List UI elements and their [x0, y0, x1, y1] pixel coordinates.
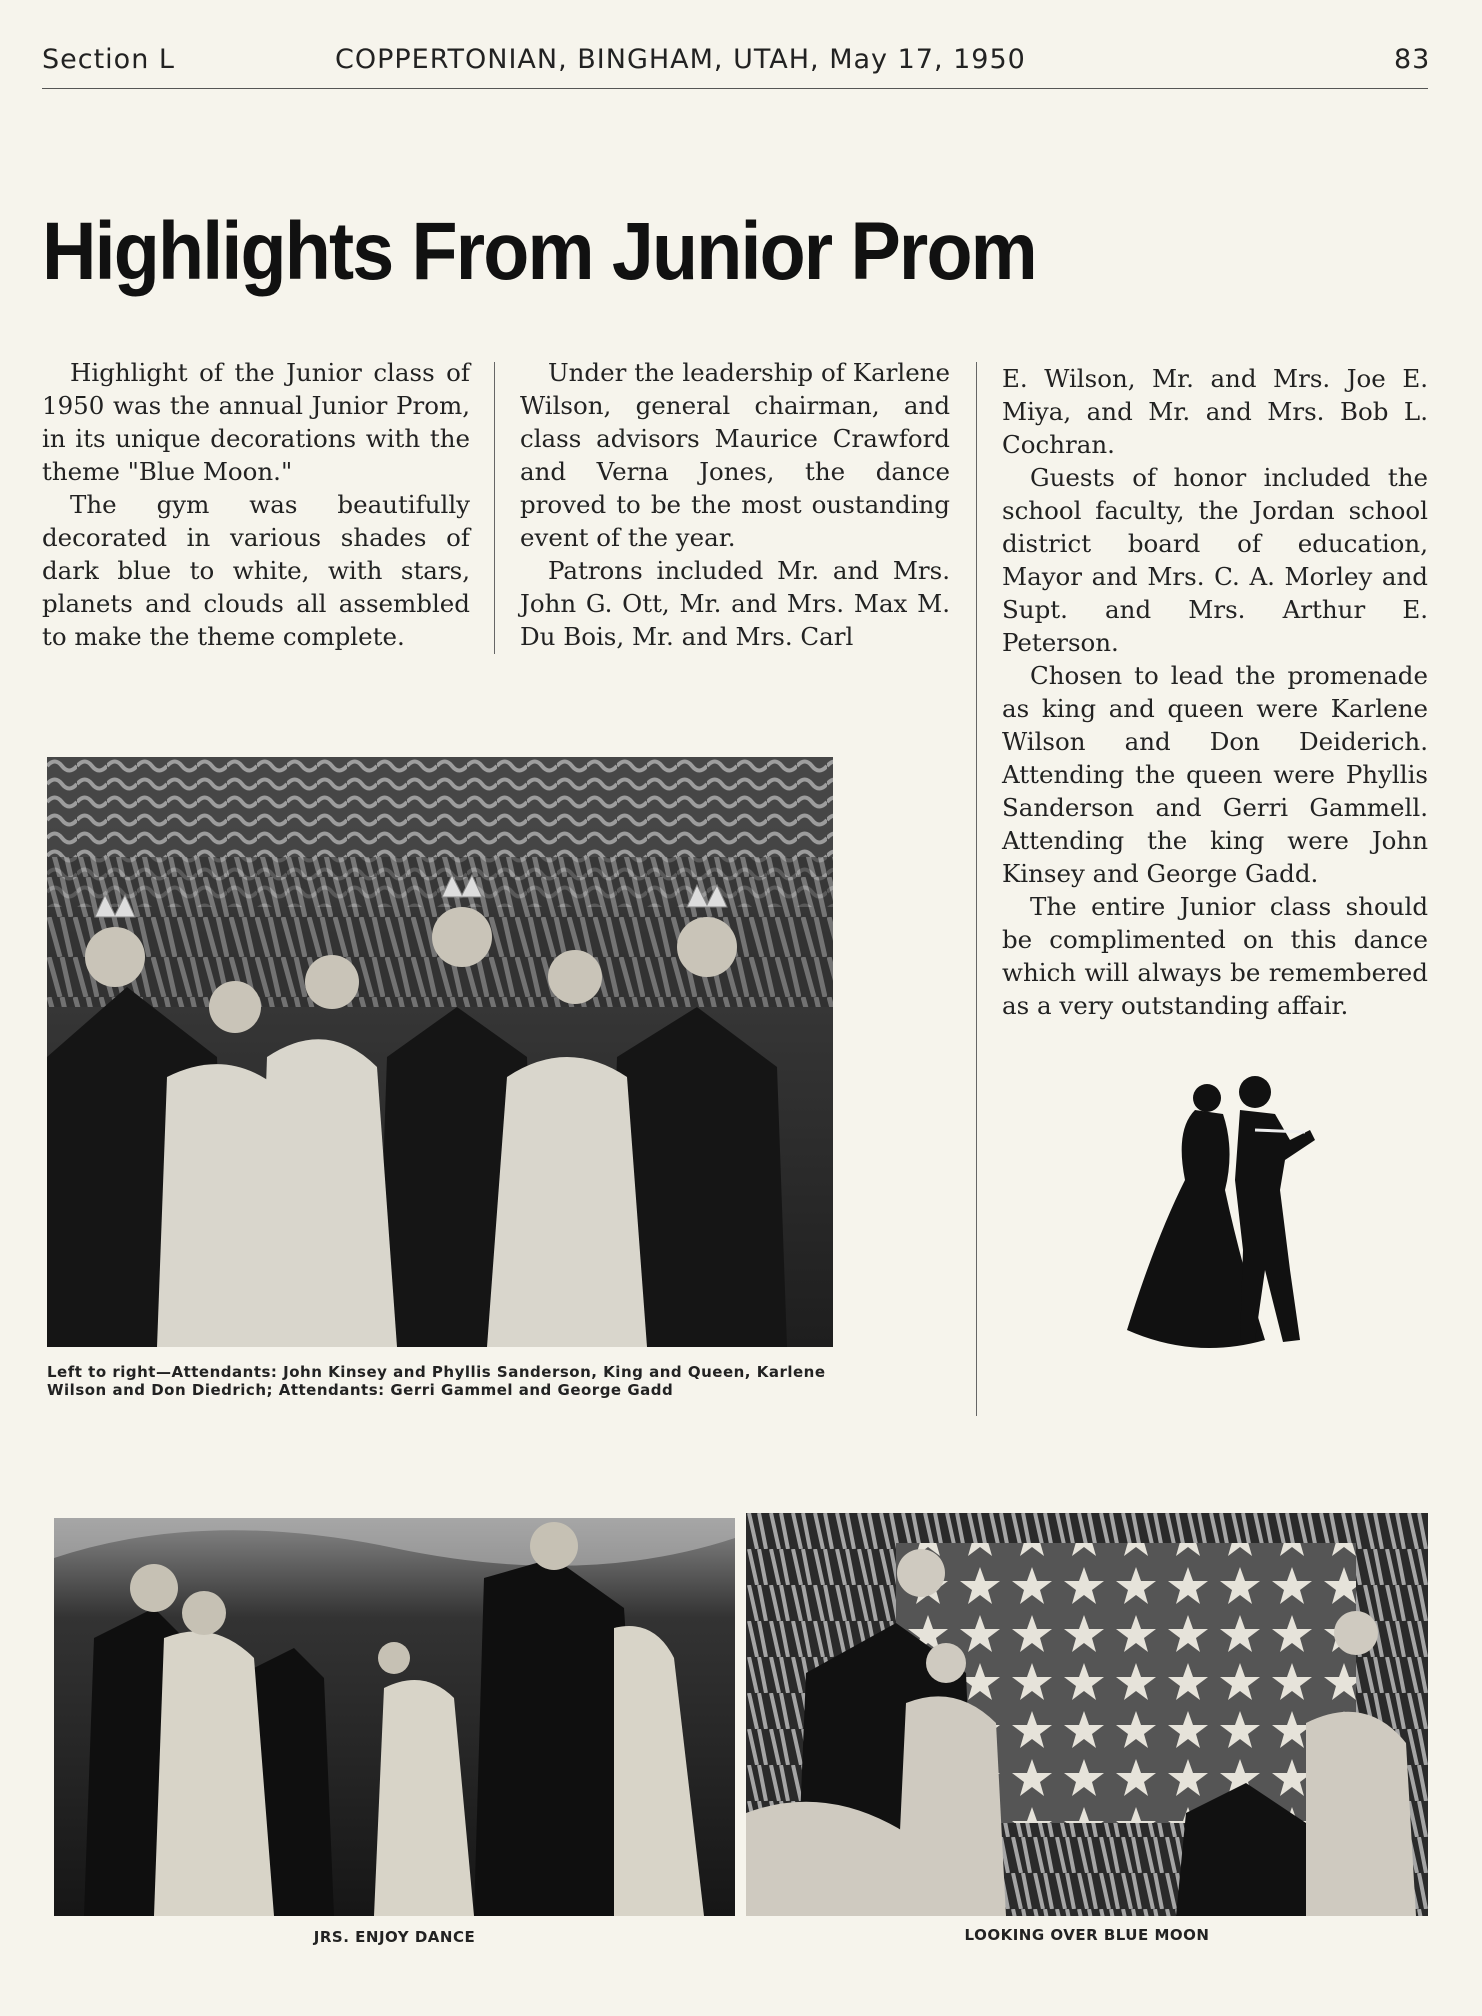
- paragraph: Guests of honor included the school faculty, the Jordan school district board of education, Mayor and Mrs. C. A. Morley and Supt. and Mrs. Arthur E. Peterson.: [1002, 463, 1428, 657]
- header-rule: [42, 88, 1428, 89]
- dance-caption: JRS. ENJOY DANCE: [313, 1928, 476, 1946]
- paragraph: The gym was beautifully decorated in various shades of dark blue to white, with stars, planets and clouds all assembled to make the theme complete.: [42, 490, 470, 651]
- royalty-photo: [47, 757, 833, 1347]
- royalty-caption: Left to right—Attendants: John Kinsey and Phyllis Sanderson, King and Queen, Karlene Wilson and Don Diedrich; Attendants: Gerri Gammel and George Gadd: [47, 1363, 826, 1399]
- column-rule: [976, 362, 977, 1416]
- paragraph: E. Wilson, Mr. and Mrs. Joe E. Miya, and Mr. and Mrs. Bob L. Cochran.: [1002, 364, 1428, 459]
- paragraph: Highlight of the Junior class of 1950 was the annual Junior Prom, in its unique decorations with the theme "Blue Moon.": [42, 358, 470, 486]
- blue-moon-photo: [746, 1513, 1428, 1916]
- article-column-1: [42, 356, 470, 653]
- article-column-2: [520, 356, 950, 653]
- page-number: 83: [1394, 44, 1431, 75]
- paragraph: Under the leadership of Karlene Wilson, general chairman, and class advisors Maurice Crawford and Verna Jones, the dance proved to be the most oustanding event of the year.: [520, 358, 950, 552]
- paragraph: Chosen to lead the promenade as king and queen were Karlene Wilson and Don Deiderich. Attending the queen were Phyllis Sanderson and Gerri Gammell. Attending the king were John Kinsey and George Gadd.: [1002, 661, 1428, 888]
- column-rule: [494, 362, 495, 654]
- paragraph: Patrons included Mr. and Mrs. John G. Ott, Mr. and Mrs. Max M. Du Bois, Mr. and Mrs. Carl: [520, 556, 950, 651]
- article-column-3: [1002, 362, 1428, 1022]
- section-label: Section L: [42, 44, 175, 75]
- publication-line: COPPERTONIAN, BINGHAM, UTAH, May 17, 1950: [335, 44, 1026, 75]
- paragraph: The entire Junior class should be complimented on this dance which will always be remembered as a very outstanding affair.: [1002, 892, 1428, 1020]
- dance-photo: [54, 1518, 735, 1916]
- blue-moon-caption: LOOKING OVER BLUE MOON: [964, 1926, 1210, 1944]
- dancing-couple-silhouette: [1115, 1070, 1325, 1360]
- headline: Highlights From Junior Prom: [42, 206, 1036, 297]
